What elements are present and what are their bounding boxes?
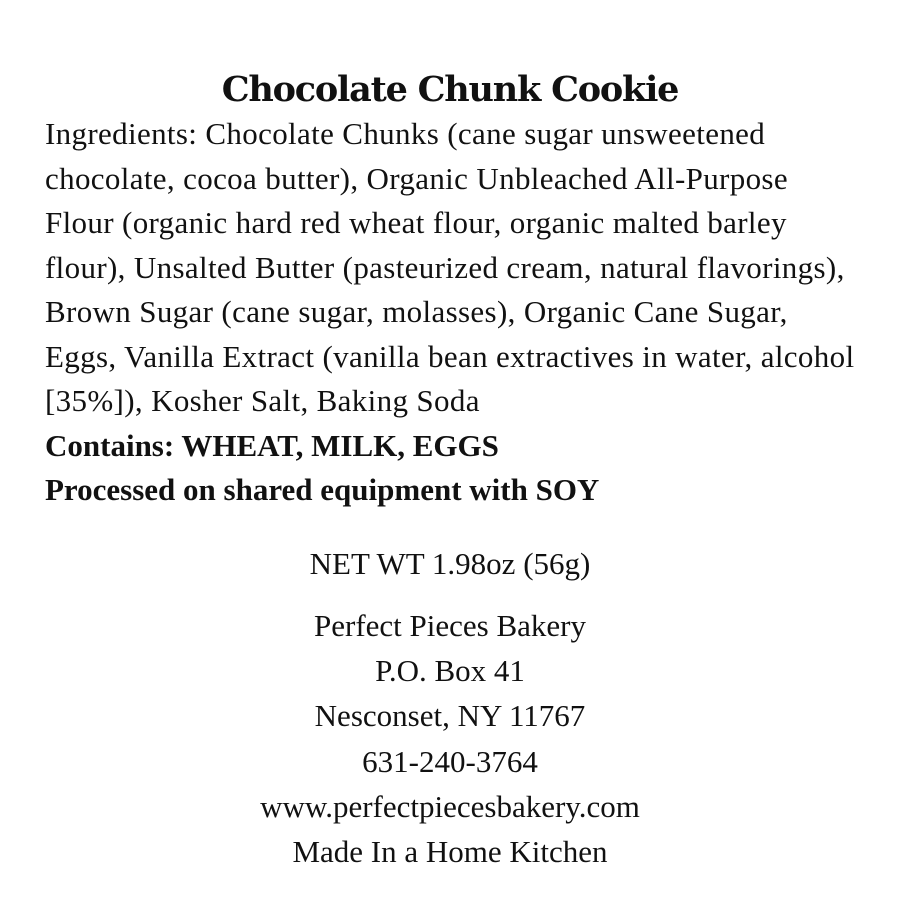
- product-title: Chocolate Chunk Cookie: [221, 69, 679, 110]
- ingredients-list: Ingredients: Chocolate Chunks (cane sugar unsweetened chocolate, cocoa butter), Organic Unbleached All-Purpose Flour (organic hard red wheat flour, organic malted barley flour), Unsalted Butter (pasteurized cream, natural flavorings), Brown Sugar (cane sugar, molasses), Organic Cane Sugar, Eggs, Vanilla Extract (vanilla bean extractives in water, alcohol [35%]), Kosher Salt, Baking Soda: [45, 116, 855, 418]
- bakery-contact-block: [0, 603, 900, 874]
- phone-number: 631-240-3764: [362, 743, 538, 779]
- po-box: P.O. Box 41: [375, 653, 525, 689]
- allergen-contains: Contains: WHEAT, MILK, EGGS: [45, 427, 499, 463]
- city-state-zip: Nesconset, NY 11767: [314, 698, 586, 734]
- company-name: Perfect Pieces Bakery: [314, 608, 586, 643]
- food-label: [45, 68, 855, 513]
- net-weight: NET WT 1.98oz (56g): [309, 546, 591, 581]
- made-in-home-kitchen: Made In a Home Kitchen: [292, 834, 608, 870]
- allergen-processed-notice: Processed on shared equipment with SOY: [45, 472, 600, 507]
- website-text: www.perfectpiecesbakery.com: [260, 788, 640, 824]
